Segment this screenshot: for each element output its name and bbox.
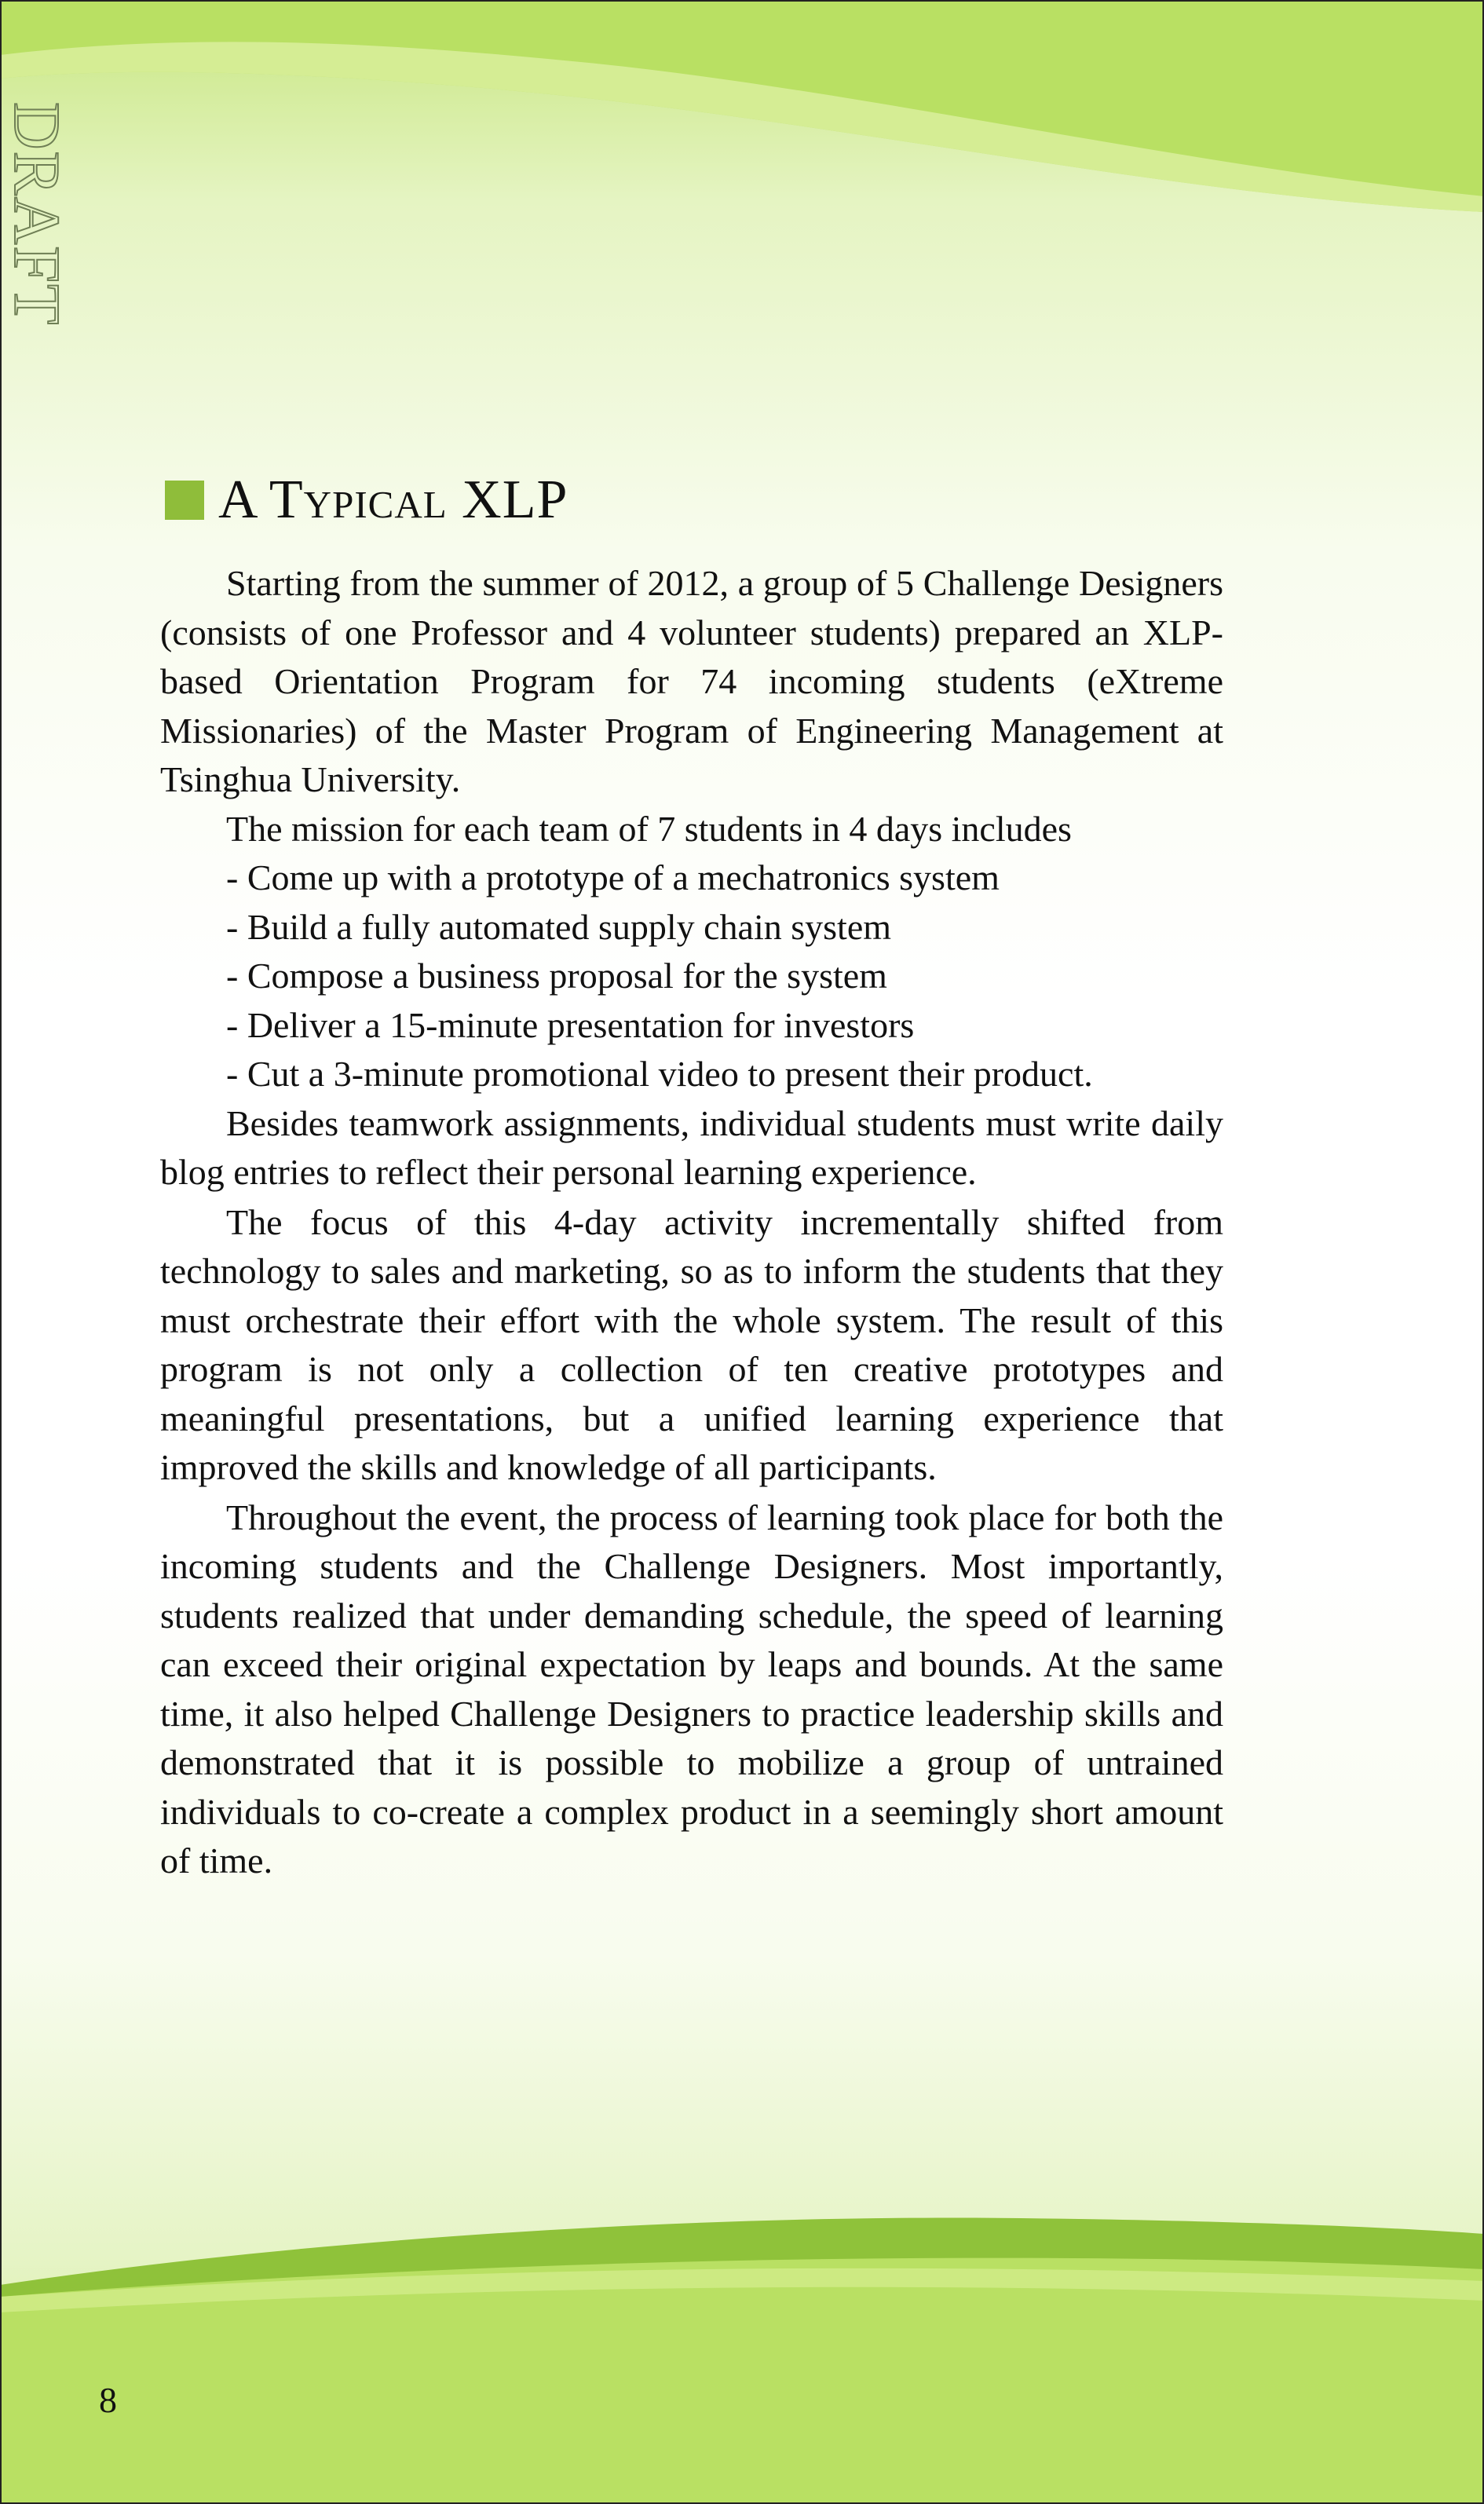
mission-list-item: - Deliver a 15-minute presentation for investors: [226, 1004, 915, 1045]
mission-list-item: - Build a fully automated supply chain system: [226, 906, 892, 947]
mission-list-item: - Cut a 3-minute promotional video to present their product.: [226, 1054, 1093, 1094]
heading-bullet-square-icon: [165, 481, 204, 520]
mission-list: [160, 854, 1223, 1099]
page-number: 8: [99, 2380, 117, 2420]
focus-paragraph: The focus of this 4-day activity incrementally shifted from technology to sales and marketing, so as to inform the students that they must orchestrate their effort with the whole system. The result of this program is not only a collection of ten creative prototypes and meaningful presentations, but a unified learning experience that improved the skills and knowledge of all participants.: [160, 1201, 1223, 1487]
draft-watermark: DRAFT: [0, 102, 73, 327]
outcome-paragraph: Throughout the event, the process of learning took place for both the incoming students and the Challenge Designers. Most importantly, students realized that under demanding schedule, the speed of learning can exceed their original expectation by leaps and bounds. At the same time, it also helped Challenge Designers to practice leadership skills and demonstrated that it is possible to mobilize a group of untrained individuals to co-create a complex product in a seemingly short amount of time.: [160, 1497, 1223, 1881]
article-body: [160, 559, 1223, 1886]
section-title: A Typical XLP: [218, 470, 568, 530]
section-heading: [165, 470, 568, 530]
mission-list-item: - Compose a business proposal for the system: [226, 956, 887, 996]
blog-paragraph: Besides teamwork assignments, individual students must write daily blog entries to reflect their personal learning experience.: [160, 1102, 1223, 1192]
mission-intro: The mission for each team of 7 students in 4 days includes: [226, 808, 1072, 849]
mission-list-item: - Come up with a prototype of a mechatronics system: [226, 857, 1000, 897]
intro-paragraph: Starting from the summer of 2012, a group of 5 Challenge Designers (consists of one Professor and 4 volunteer students) prepared an XLP-based Orientation Program for 74 incoming students (eXtreme Missionaries) of the Master Program of Engineering Management at Tsinghua University.: [160, 563, 1223, 799]
